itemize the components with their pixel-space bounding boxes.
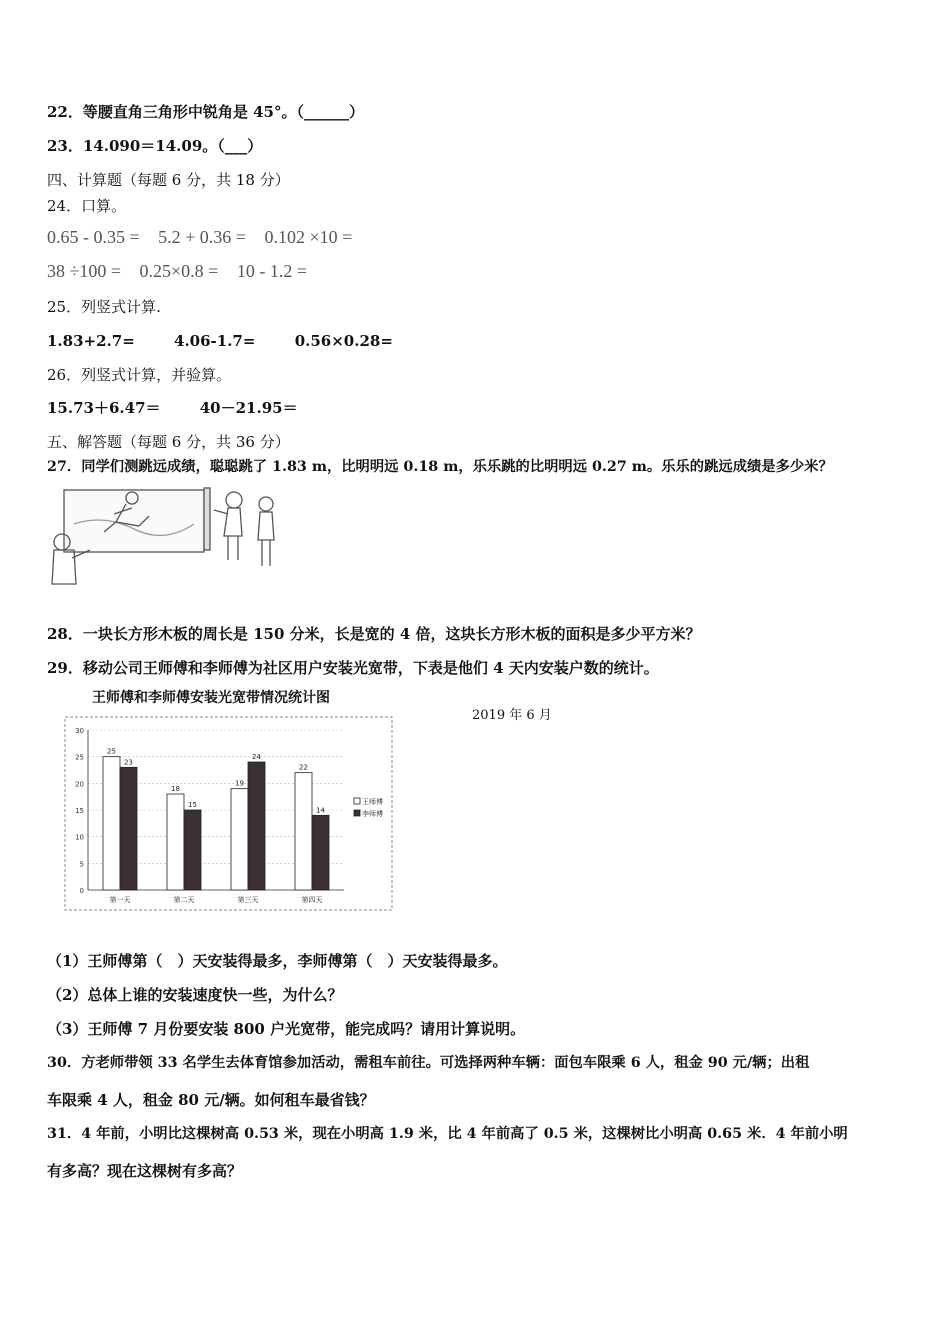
calc-item: 15.73＋6.47＝ <box>47 399 161 417</box>
question-23: 23．14.090＝14.09。（___） <box>47 137 263 155</box>
calc-item: 40－21.95＝ <box>199 399 298 417</box>
vertical-calc-check-row <box>47 398 332 418</box>
question-30-line-1: 30．方老师带领 33 名学生去体育馆参加活动，需租车前往。可选择两种车辆：面包车限乘 6 人，租金 90 元/辆；出租 <box>47 1055 810 1071</box>
calc-item: 1.83+2.7= <box>47 332 135 350</box>
bar-value-label: 14 <box>316 806 325 815</box>
question-25: 25．列竖式计算. <box>47 298 161 316</box>
x-tick-label: 第一天 <box>109 896 131 904</box>
legend-label: 李师傅 <box>362 810 383 818</box>
bar-wang <box>103 757 120 890</box>
bar-wang <box>167 794 184 890</box>
question-27: 27．同学们测跳远成绩，聪聪跳了 1.83 m，比明明远 0.18 m，乐乐跳的比明明远 0.27 m。乐乐的跳远成绩是多少米？ <box>47 459 833 475</box>
chart-title: 王师傅和李师傅安装光宽带情况统计图 <box>92 690 330 706</box>
calc-item: 4.06-1.7= <box>174 332 256 350</box>
bar-value-label: 15 <box>188 801 197 809</box>
x-tick-label: 第三天 <box>237 896 259 904</box>
section-5-title: 五、解答题（每题 6 分，共 36 分） <box>47 433 290 451</box>
question-31-line-1: 31．4 年前，小明比这棵树高 0.53 米，现在小明高 1.9 米，比 4 年前高了 0.5 米，这棵树比小明高 0.65 米．4 年前小明 <box>47 1126 848 1142</box>
question-29-part-2: （2）总体上谁的安装速度快一些，为什么？ <box>47 986 343 1004</box>
bar-value-label: 22 <box>299 763 308 772</box>
y-tick-label: 5 <box>79 860 84 869</box>
bar-li <box>312 815 329 890</box>
y-tick-label: 10 <box>75 833 84 842</box>
legend-swatch <box>354 798 360 804</box>
bar-value-label: 23 <box>124 758 133 767</box>
question-29-part-1: （1）王师傅第（ ）天安装得最多，李师傅第（ ）天安装得最多。 <box>47 952 508 970</box>
vertical-calc-row <box>47 331 427 351</box>
question-22: 22．等腰直角三角形中锐角是 45°。（______） <box>47 103 364 121</box>
question-29: 29．移动公司王师傅和李师傅为社区用户安装光宽带，下表是他们 4 天内安装户数的统计。 <box>47 659 659 677</box>
bar-wang <box>231 789 248 890</box>
bar-li <box>120 767 137 890</box>
mental-math-row-1 <box>47 227 366 248</box>
bar-li <box>248 762 265 890</box>
mental-math-item: 10 - 1.2 = <box>236 261 307 281</box>
question-28: 28．一块长方形木板的周长是 150 分米，长是宽的 4 倍，这块长方形木板的面积是多少平方米？ <box>47 625 701 643</box>
x-tick-label: 第二天 <box>173 896 195 904</box>
bar-value-label: 18 <box>171 785 180 793</box>
question-29-part-3: （3）王师傅 7 月份要安装 800 户光宽带，能完成吗？请用计算说明。 <box>47 1020 526 1038</box>
mental-math-row-2 <box>47 261 321 282</box>
question-30-line-2: 车限乘 4 人，租金 80 元/辆。如何租车最省钱？ <box>47 1091 375 1109</box>
y-tick-label: 20 <box>75 780 84 789</box>
calc-item: 0.56×0.28= <box>294 332 393 350</box>
y-tick-label: 0 <box>79 887 84 895</box>
mental-math-item: 0.102 ×10 = <box>264 227 353 247</box>
mental-math-item: 0.25×0.8 = <box>139 261 219 281</box>
bar-wang <box>295 773 312 890</box>
section-4-title: 四、计算题（每题 6 分，共 18 分） <box>47 171 290 189</box>
bar-chart <box>64 716 394 912</box>
mental-math-item: 38 ÷100 = <box>47 261 122 281</box>
question-26: 26．列竖式计算，并验算。 <box>47 366 232 384</box>
bar-value-label: 19 <box>235 779 244 788</box>
mental-math-item: 0.65 - 0.35 = <box>47 227 140 247</box>
y-tick-label: 15 <box>75 807 84 815</box>
y-tick-label: 30 <box>75 727 84 735</box>
long-jump-illustration <box>44 484 294 594</box>
bar-value-label: 24 <box>252 753 261 761</box>
question-31-line-2: 有多高？现在这棵树有多高？ <box>47 1162 243 1180</box>
legend-swatch <box>354 810 360 816</box>
x-tick-label: 第四天 <box>301 896 323 904</box>
question-24: 24．口算。 <box>47 197 127 215</box>
y-tick-label: 25 <box>75 753 84 762</box>
legend-label: 王师傅 <box>362 798 383 806</box>
chart-date: 2019 年 6 月 <box>472 708 552 723</box>
bar-value-label: 25 <box>107 747 116 756</box>
bar-li <box>184 810 201 890</box>
mental-math-item: 5.2 + 0.36 = <box>158 227 246 247</box>
